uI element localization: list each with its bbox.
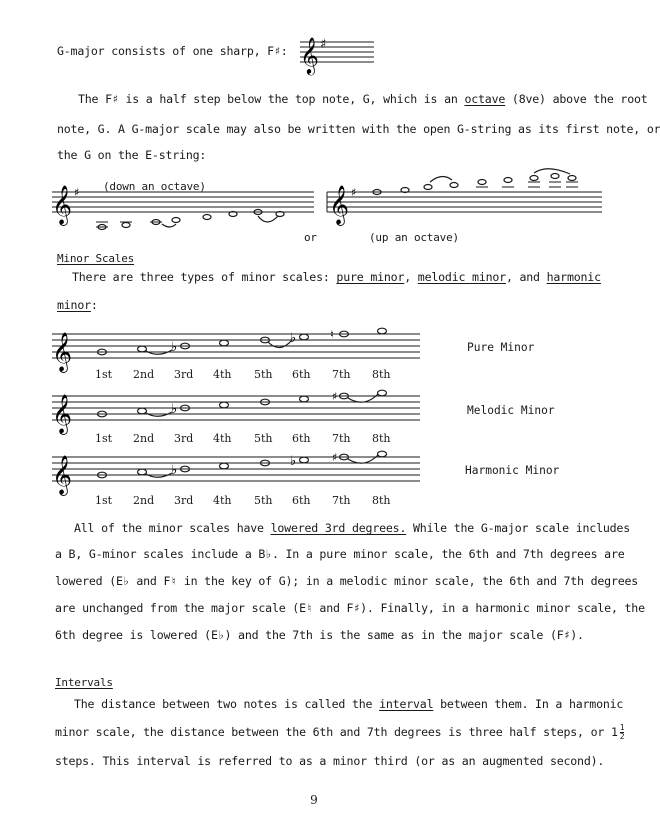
degree-label: 5th: [254, 494, 273, 507]
note-head: [203, 215, 211, 220]
flat-icon: ♭: [290, 454, 297, 469]
degree-label: 2nd: [133, 494, 155, 507]
degree-label: 3rd: [174, 494, 194, 507]
sharp-icon: ♯: [320, 37, 327, 52]
minor-scales-intro-cont: minor:: [57, 298, 98, 312]
degree-label: 2nd: [133, 432, 155, 445]
degree-label: 3rd: [174, 432, 194, 445]
paragraph-1-line-1: The F♯ is a half step below the top note, G, which is an octave (8ve) above the root: [78, 92, 648, 106]
degree-label: 2nd: [133, 368, 155, 381]
treble-clef-icon: 𝄞: [329, 185, 350, 225]
page-number: 9: [310, 793, 318, 807]
harmonic-minor-label: Harmonic Minor: [465, 464, 560, 477]
degree-label: 1st: [95, 494, 113, 507]
paragraph-2-line-5: 6th degree is lowered (E♭) and the 7th is the same as in the major scale (F♯).: [55, 628, 584, 642]
degree-label: 5th: [254, 432, 273, 445]
down-octave-label: (down an octave): [103, 180, 206, 193]
paragraph-1-line-3: the G on the E-string:: [57, 148, 207, 162]
melodic-minor-staff: [52, 388, 432, 432]
note-head: [551, 174, 559, 179]
intervals-heading: Intervals: [55, 676, 113, 689]
note-head: [568, 176, 576, 181]
intervals-line-3: steps. This interval is referred to as a minor third (or as an augmented second).: [55, 754, 605, 768]
degree-label: 3rd: [174, 368, 194, 381]
paragraph-2-line-2: a B, G-minor scales include a B♭. In a pure minor scale, the 6th and 7th degrees are: [55, 547, 625, 561]
note-head: [504, 178, 512, 183]
degree-label: 7th: [332, 368, 351, 381]
paragraph-1-line-2: note, G. A G-major scale may also be written with the open G-string as its first note, or: [57, 122, 660, 136]
fraction: $\frac{1}{2}$: [619, 723, 625, 741]
degree-label: 4th: [213, 432, 232, 445]
degree-label: 6th: [292, 432, 311, 445]
degree-label: 6th: [292, 494, 311, 507]
note-head: [478, 180, 486, 185]
degree-label: 6th: [292, 368, 311, 381]
degree-label: 1st: [95, 432, 113, 445]
sharp-icon: ♯: [74, 186, 80, 199]
note-head: [172, 218, 180, 223]
sharp-icon: ♯: [332, 451, 338, 464]
flat-icon: ♭: [171, 402, 178, 417]
slur-mark: [430, 176, 452, 182]
degree-label: 5th: [254, 368, 273, 381]
treble-clef-icon: 𝄞: [52, 185, 73, 225]
flat-icon: ♭: [290, 331, 297, 346]
degree-label: 7th: [332, 432, 351, 445]
up-octave-label: (up an octave): [369, 231, 459, 244]
pure-minor-label: Pure Minor: [467, 341, 535, 354]
sharp-icon: ♯: [332, 390, 338, 403]
intervals-line-2: minor scale, the distance between the 6th and 7th degrees is three half steps, or 1 $\frac{1}{2}$: [55, 723, 625, 741]
flat-icon: ♭: [171, 463, 178, 478]
degree-label: 8th: [372, 494, 391, 507]
melodic-minor-label: Melodic Minor: [467, 404, 555, 417]
minor-scales-intro: There are three types of minor scales: pure minor, melodic minor, and harmonic: [72, 270, 601, 284]
treble-clef-icon: 𝄞: [300, 36, 319, 74]
note-head: [450, 183, 458, 188]
pure-minor-staff: [52, 326, 432, 370]
degree-label: 7th: [332, 494, 351, 507]
slur-mark: [258, 216, 278, 222]
intervals-line-1: The distance between two notes is called the interval between them. In a harmonic: [74, 697, 624, 711]
degree-label: 8th: [372, 432, 391, 445]
degree-label: 8th: [372, 368, 391, 381]
flat-icon: ♭: [171, 340, 178, 355]
degree-label: 4th: [213, 368, 232, 381]
harmonic-minor-staff: [52, 449, 432, 493]
slur-mark: [534, 169, 570, 174]
intro-line: G-major consists of one sharp, F♯:: [57, 44, 288, 58]
slur-mark: [162, 224, 176, 227]
paragraph-2-line-1: All of the minor scales have lowered 3rd degrees. While the G-major scale includes: [74, 521, 630, 535]
key-signature-staff: [298, 32, 378, 76]
paragraph-2-line-4: are unchanged from the major scale (E♮ and F♯). Finally, in a harmonic minor scale, the: [55, 601, 645, 615]
degree-label: 4th: [213, 494, 232, 507]
note-head: [122, 223, 130, 228]
octave-example-staves: [52, 168, 612, 238]
note-head: [424, 185, 432, 190]
or-label: or: [304, 231, 317, 244]
treble-clef-icon: 𝄞: [52, 332, 73, 372]
paragraph-2-line-3: lowered (E♭ and F♮ in the key of G); in a melodic minor scale, the 6th and 7th degrees: [55, 574, 639, 588]
treble-clef-icon: 𝄞: [52, 455, 73, 495]
treble-clef-icon: 𝄞: [52, 394, 73, 434]
note-head: [530, 176, 538, 181]
minor-scales-heading: Minor Scales: [57, 252, 135, 265]
sharp-icon: ♯: [351, 186, 357, 199]
degree-label: 1st: [95, 368, 113, 381]
natural-icon: ♮: [330, 328, 334, 341]
